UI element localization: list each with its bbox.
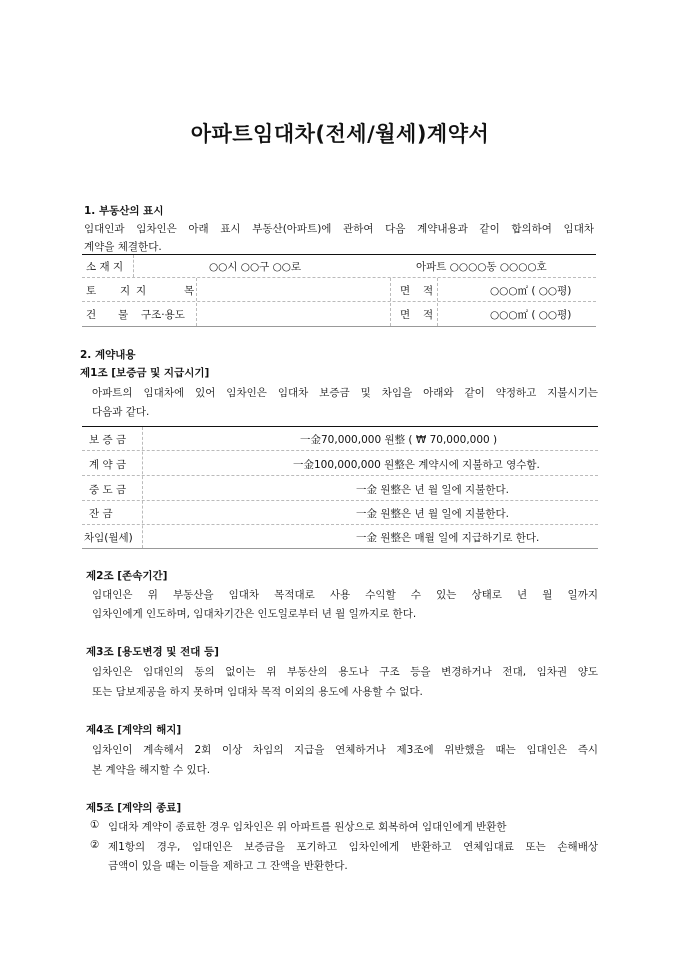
payment-label: 계 약 금 [89, 459, 127, 471]
payment-value: 一金 원整은 년 월 일에 지불한다. [356, 508, 509, 520]
article4-heading: 제4조 [계약의 해지] [86, 724, 182, 736]
building-label: 물 [118, 309, 129, 321]
table-row-divider [82, 301, 596, 302]
article1-heading: 제1조 [보증금 및 지급시기] [80, 367, 210, 379]
area-label: 적 [423, 309, 434, 321]
building-label: 건 [86, 309, 97, 321]
section1-intro-line2: 계약을 체결한다. [84, 241, 162, 253]
table-col-divider [390, 278, 391, 326]
table-col-divider [437, 278, 438, 326]
land-area-value: ○○○㎡ ( ○○평) [490, 285, 572, 297]
land-category-label: 목 [184, 285, 195, 297]
apartment-unit-value: 아파트 ○○○○동 ○○○○호 [416, 261, 547, 273]
article3-line2: 또는 담보제공을 하지 못하며 임대차 목적 이외의 용도에 사용할 수 없다. [92, 686, 423, 698]
article5-item2-line2: 금액이 있을 때는 이들을 제하고 그 잔액을 반환한다. [108, 860, 348, 872]
payment-value: 一金 원整은 매월 일에 지급하기로 한다. [356, 532, 540, 544]
payment-value: 一金70,000,000 원整 ( ₩ 70,000,000 ) [300, 434, 498, 446]
article4-line2: 본 계약을 해지할 수 있다. [92, 764, 211, 776]
land-category-label: 지 [136, 285, 147, 297]
table-top-rule [82, 254, 596, 255]
article1-line2: 다음과 같다. [92, 406, 150, 418]
article3-heading: 제3조 [용도변경 및 전대 등] [86, 646, 219, 658]
payment-label: 보 증 금 [89, 434, 127, 446]
table-col-divider [142, 427, 143, 548]
table-row-divider [82, 500, 598, 501]
article2-line2: 임차인에게 인도하며, 임대차기간은 인도일로부터 년 월 일까지로 한다. [92, 608, 417, 620]
article2-heading: 제2조 [존속기간] [86, 570, 168, 582]
land-label: 지 [120, 285, 131, 297]
area-label: 면 [400, 309, 411, 321]
table-col-divider [133, 255, 134, 277]
item-marker: ① [90, 819, 100, 831]
structure-use-label: 구조·용도 [141, 309, 185, 321]
table-row-divider [82, 524, 598, 525]
article5-heading: 제5조 [계약의 종료] [86, 802, 182, 814]
article1-line1: 아파트의 임대차에 있어 임차인은 임대차 보증금 및 차임을 아래와 같이 약정하고 지불시기는 [92, 387, 598, 399]
table-top-rule [82, 426, 598, 427]
payment-value: 一金100,000,000 원整은 계약시에 지불하고 영수함. [293, 459, 540, 471]
article5-item2-line1: 제1항의 경우, 임대인은 보증금을 포기하고 임차인에게 반환하고 연체임대료 또는 손해배상 [108, 841, 598, 853]
section1-intro-line1: 임대인과 임차인은 아래 표시 부동산(아파트)에 관하여 다음 계약내용과 같이 합의하여 임대차 [84, 223, 594, 235]
area-label: 적 [423, 285, 434, 297]
article4-line1: 임차인이 계속해서 2회 이상 차임의 지급을 연체하거나 제3조에 위반했을 때는 임대인은 즉시 [92, 744, 598, 756]
section1-heading: 1. 부동산의 표시 [84, 205, 164, 217]
payment-value: 一金 원整은 년 월 일에 지불한다. [356, 484, 509, 496]
payment-label: 중 도 금 [89, 484, 127, 496]
article5-item1: 임대차 계약이 종료한 경우 임차인은 위 아파트를 원상으로 회복하여 임대인에게 반환한 [108, 821, 507, 833]
payment-label: 차임(월세) [84, 532, 133, 544]
article3-line1: 임차인은 임대인의 동의 없이는 위 부동산의 용도나 구조 등을 변경하거나 전대, 임차권 양도 [92, 666, 598, 678]
area-label: 면 [400, 285, 411, 297]
location-label: 소 재 지 [86, 261, 124, 273]
table-col-divider [196, 278, 197, 326]
table-row-divider [82, 277, 596, 278]
item-marker: ② [90, 839, 100, 851]
table-row-divider [82, 475, 598, 476]
table-bottom-rule [82, 548, 598, 549]
payment-label: 잔 금 [89, 508, 113, 520]
table-row-divider [82, 450, 598, 451]
land-label: 토 [86, 285, 97, 297]
building-area-value: ○○○㎡ ( ○○평) [490, 309, 572, 321]
section2-heading: 2. 계약내용 [80, 349, 136, 361]
article2-line1: 임대인은 위 부동산을 임대차 목적대로 사용 수익할 수 있는 상태로 년 월 일까지 [92, 589, 598, 601]
location-value: ○○시 ○○구 ○○로 [209, 261, 302, 273]
document-title: 아파트임대차(전세/월세)계약서 [190, 122, 490, 146]
table-bottom-rule [82, 326, 596, 327]
